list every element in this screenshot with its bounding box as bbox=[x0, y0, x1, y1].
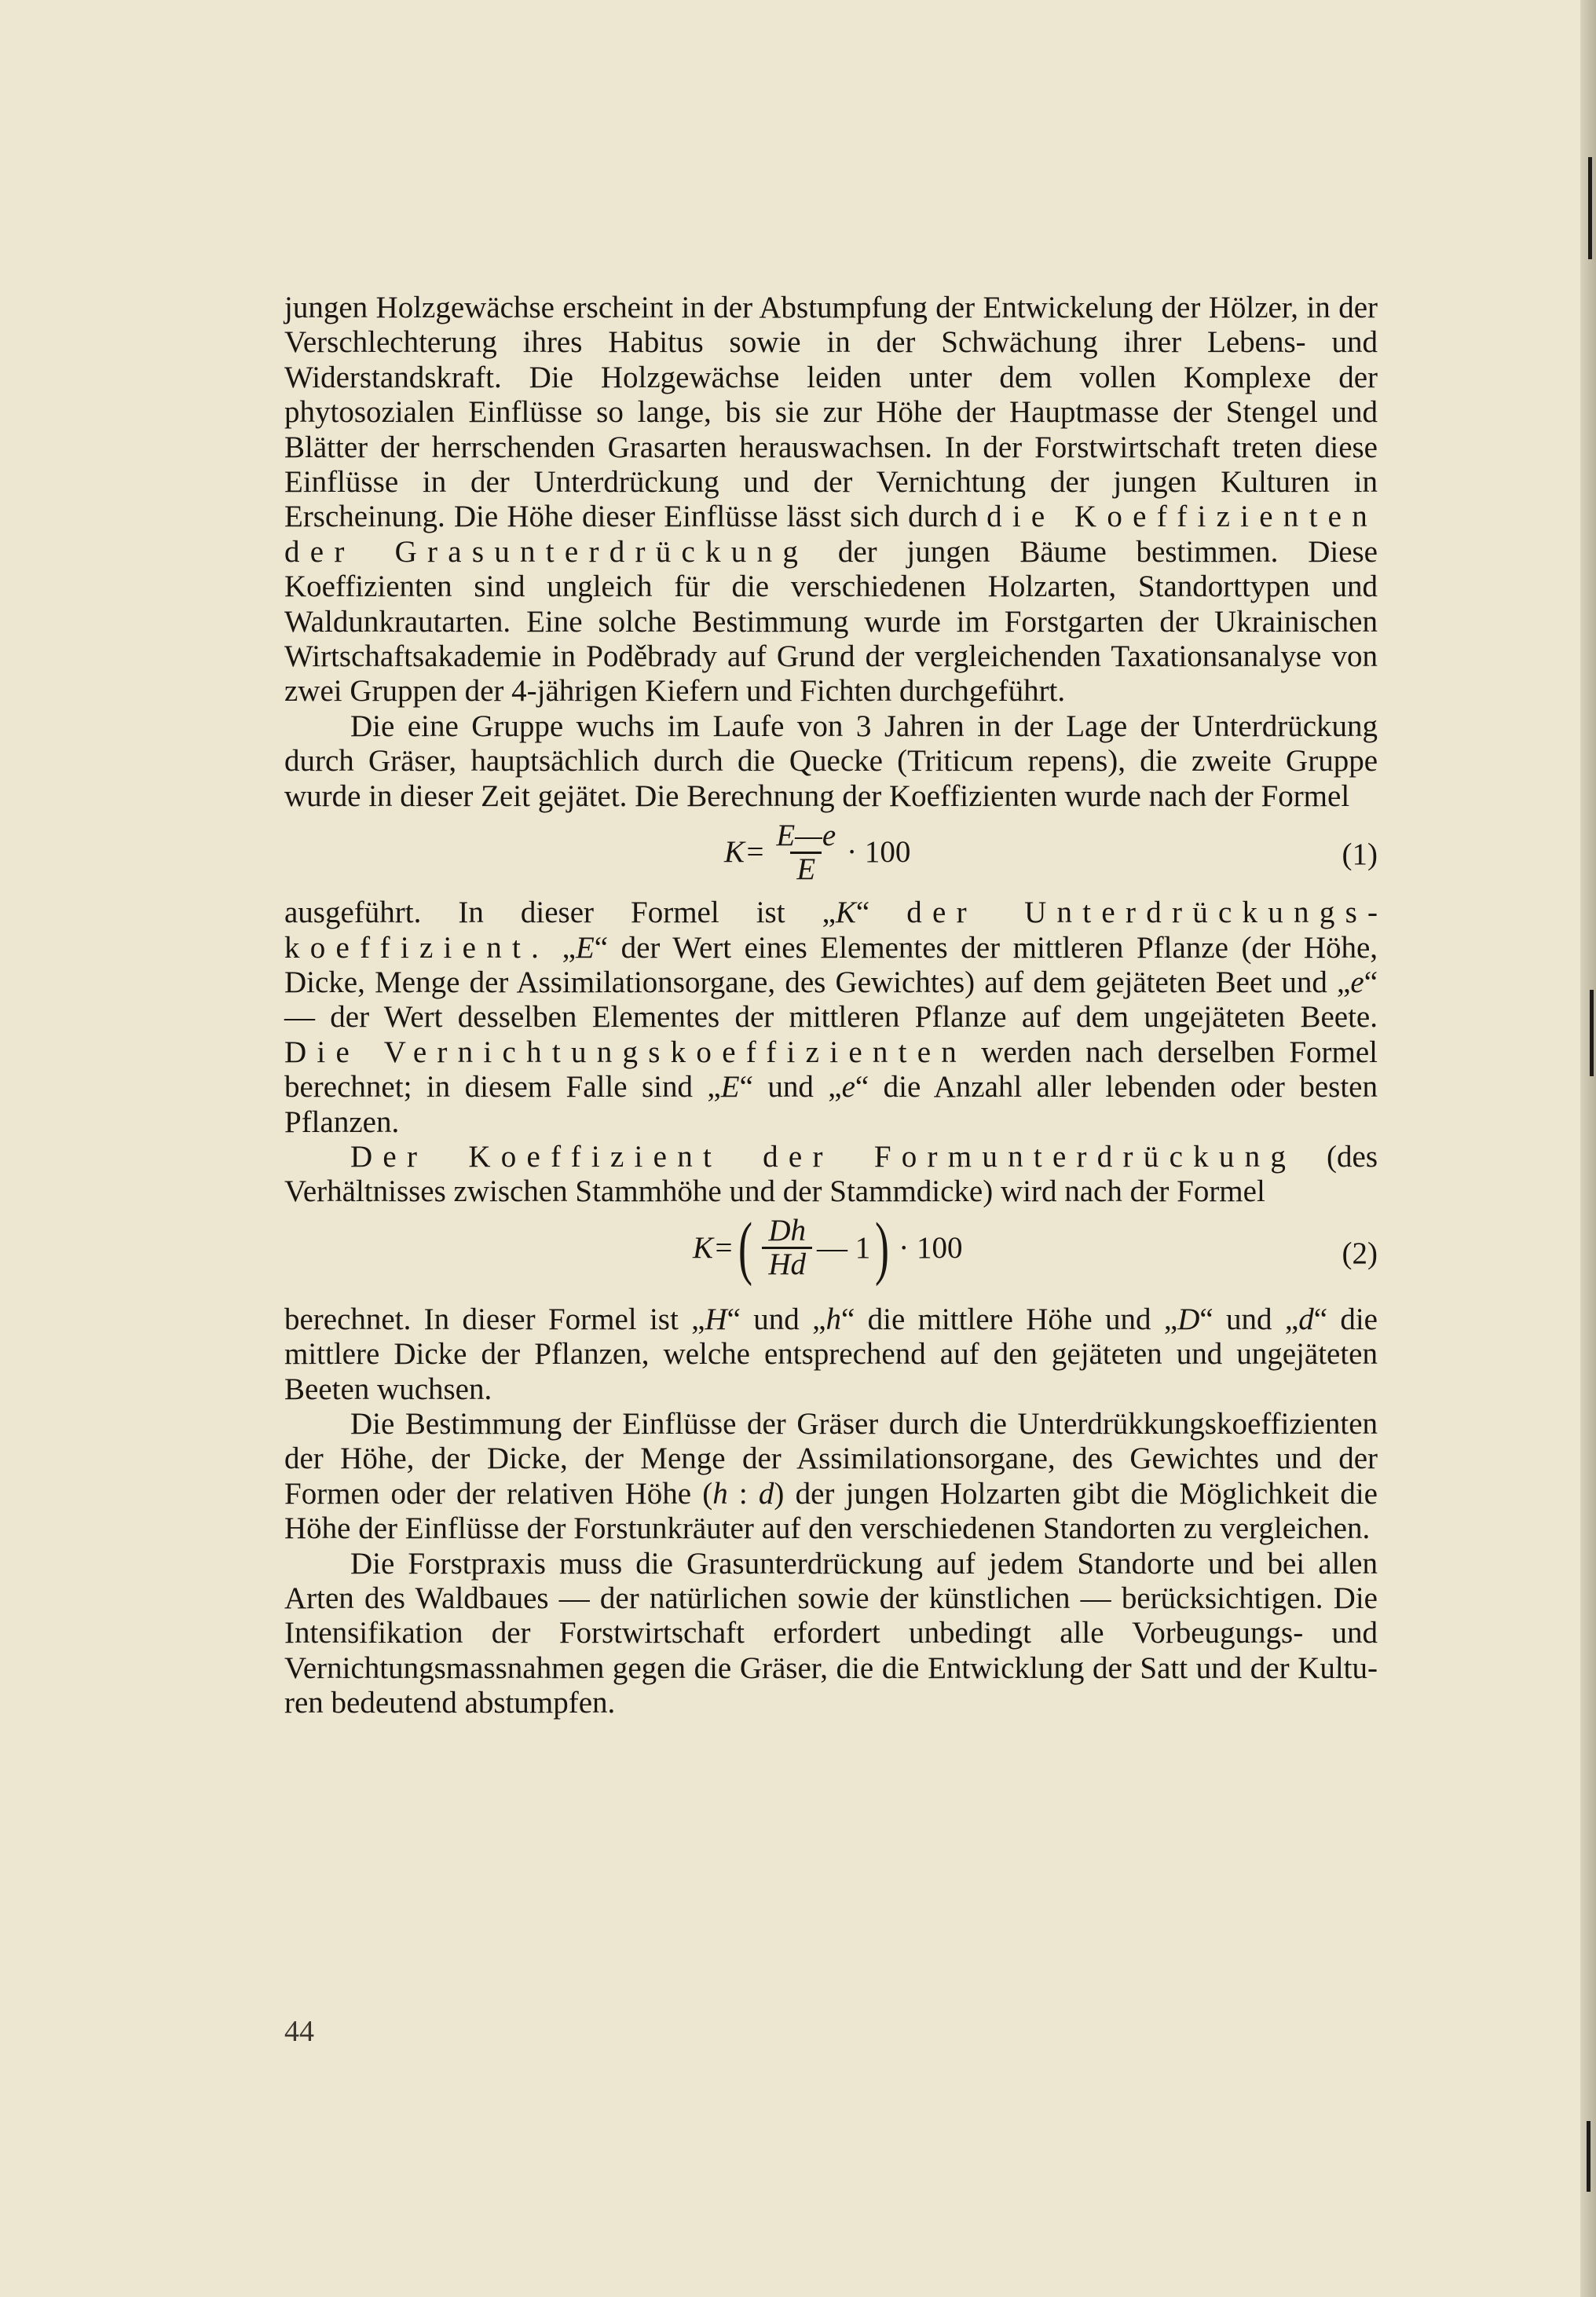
formula-2-factor: · 100 bbox=[899, 1230, 963, 1265]
spaced-emphasis: Die Vernichtungskoeffizienten bbox=[284, 1035, 968, 1069]
formula-2-paren-close: ) bbox=[875, 1208, 890, 1287]
italic-symbol: d bbox=[758, 1476, 774, 1511]
italic-symbol: H bbox=[705, 1302, 727, 1336]
spaced-emphasis: die Koeffizienten der Grasunterdrückung bbox=[284, 500, 1378, 569]
paragraph-3 bbox=[284, 896, 1378, 1140]
formula-1 bbox=[284, 814, 1378, 896]
paragraph-7 bbox=[284, 1547, 1378, 1721]
edge-mark-1 bbox=[1588, 157, 1592, 259]
page-edge bbox=[1580, 0, 1596, 2297]
formula-1-fraction bbox=[770, 820, 842, 885]
paragraph-6 bbox=[284, 1407, 1378, 1547]
text-run: (des Verhältnisses zwischen Stammhöhe und der Stammdicke) wird nach der Formel bbox=[284, 1139, 1378, 1209]
italic-symbol: D bbox=[1177, 1302, 1200, 1336]
formula-2-number: (2) bbox=[1342, 1236, 1378, 1270]
text-run: “ die mittlere Höhe und „ bbox=[840, 1302, 1178, 1336]
formula-2-lhs: K= bbox=[693, 1230, 734, 1265]
body-text bbox=[284, 291, 1378, 1721]
text-run: “ bbox=[855, 896, 907, 930]
italic-symbol: h bbox=[712, 1476, 728, 1511]
text-run: “ der Wert eines Elementes der mittleren Pflanze (der Höhe, Dicke, Menge der Assimilationsorgane, des Gewichtes) auf dem gejäteten Beet und „ bbox=[284, 930, 1378, 999]
text-run: ausgeführt. In dieser Formel ist „ bbox=[284, 896, 836, 930]
text-run: : bbox=[727, 1476, 759, 1511]
paragraph-2 bbox=[284, 709, 1378, 814]
formula-2-numerator: Dh bbox=[768, 1214, 806, 1248]
text-run: ) der jungen Holzarten gibt die Möglichkeit die Höhe der Einflüsse der Forstunkräuter auf den verschiedenen Standorten zu vergleichen. bbox=[284, 1476, 1378, 1546]
text-run: “ und „ bbox=[739, 1070, 842, 1105]
text-run: jungen Holzgewächse erscheint in der Abstumpfung der Entwickelung der Hölzer, in der Verschlechterung ihres Habitus sowie in der Schwächung ihrer Lebens- und Widerstandskraft. Die Holzgewächse leiden unter dem vollen Komplexe der phytosozialen Einflüsse so lange, bis sie zur Höhe der Hauptmasse der Stengel und Blätter der herrschenden Grasarten herauswachsen. In der Forstwirtschaft treten diese Einflüsse in der Unterdrückung und der Vernichtung der jungen Kulturen in Erscheinung. Die Höhe dieser Einflüsse lässt sich durch bbox=[284, 291, 1378, 534]
text-run: berechnet. In dieser Formel ist „ bbox=[284, 1302, 705, 1336]
paragraph-4 bbox=[284, 1140, 1378, 1210]
paragraph-1 bbox=[284, 291, 1378, 709]
text-run: Die Forstpraxis muss die Grasunterdrückung auf jedem Standorte und bei allen Arten des Waldbaues — der natürlichen sowie der künstlichen — berücksichtigen. Die Intensifikation der Forstwirtschaft erfordert unbedingt alle Vorbeugungs- und Vernichtungsmassnahmen gegen die Gräser, die die Entwicklung der Satt und der Kulturen bedeutend abstumpfen. bbox=[284, 1546, 1378, 1720]
edge-mark-2 bbox=[1590, 990, 1594, 1076]
formula-1-numerator: E—e bbox=[776, 819, 836, 853]
text-run: Die eine Gruppe wuchs im Laufe von 3 Jahren in der Lage der Unterdrückung durch Gräser, hauptsächlich durch die Quecke (Triticum repens), die zweite Gruppe wurde in dieser Zeit gejätet. Die Berechnung der Koeffizienten wurde nach der Formel bbox=[284, 709, 1378, 813]
formula-2-fraction bbox=[762, 1215, 812, 1280]
text-run: „ bbox=[549, 930, 576, 965]
spaced-emphasis: Der Koeffizient der Formunterdrückung bbox=[350, 1139, 1297, 1174]
page-number: 44 bbox=[284, 2015, 314, 2048]
text-run: “ die mittlere Dicke der Pflanzen, welche entsprechend auf den gejäteten und ungejäteten Beeten wuchsen. bbox=[284, 1302, 1378, 1406]
formula-1-number: (1) bbox=[1342, 837, 1378, 872]
paragraph-5 bbox=[284, 1302, 1378, 1407]
italic-symbol: K bbox=[835, 896, 856, 930]
formula-2-minus-one: — 1 bbox=[817, 1230, 871, 1265]
formula-1-factor: · 100 bbox=[847, 835, 911, 870]
text-run: werden nach derselben Formel berechnet; in diesem Falle sind „ bbox=[284, 1035, 1378, 1105]
edge-mark-3 bbox=[1587, 2121, 1591, 2192]
spaced-emphasis: der Unterdrückungskoeffizient. bbox=[284, 896, 1378, 965]
formula-2-denominator: Hd bbox=[762, 1247, 812, 1280]
text-run: “ und „ bbox=[1199, 1302, 1299, 1336]
formula-1-denominator: E bbox=[790, 852, 822, 885]
formula-2 bbox=[284, 1210, 1378, 1302]
italic-symbol: d bbox=[1298, 1302, 1314, 1336]
italic-symbol: h bbox=[825, 1302, 841, 1336]
formula-1-lhs: K= bbox=[724, 835, 766, 870]
italic-symbol: e bbox=[1350, 965, 1364, 999]
text-run: “ die Anzahl aller lebenden oder besten Pflanzen. bbox=[284, 1070, 1378, 1139]
italic-symbol: e bbox=[841, 1070, 855, 1105]
text-run: Die Bestimmung der Einflüsse der Gräser durch die Unterdrükkungskoeffizienten der Höhe, der Dicke, der Menge der Assimilationsorgane, des Gewichtes und der Formen oder der relativen Höhe ( bbox=[284, 1406, 1378, 1511]
text-run: “ und „ bbox=[727, 1302, 826, 1336]
italic-symbol: E bbox=[720, 1070, 740, 1105]
text-run: der jungen Bäume bestimmen. Diese Koeffizienten sind ungleich für die verschiedenen Holzarten, Standorttypen und Waldunkrautarten. Eine solche Bestimmung wurde im Forstgarten der Ukrainischen Wirtschaftsakademie in Poděbrady auf Grund der vergleichenden Taxationsanalyse von zwei Gruppen der 4-jährigen Kiefern und Fichten durchgeführt. bbox=[284, 534, 1378, 709]
italic-symbol: E bbox=[575, 930, 595, 965]
text-run: “ — der Wert desselben Elementes der mittleren Pflanze auf dem ungejäteten Beete. bbox=[284, 965, 1378, 1035]
formula-2-paren-open: ( bbox=[738, 1208, 753, 1287]
